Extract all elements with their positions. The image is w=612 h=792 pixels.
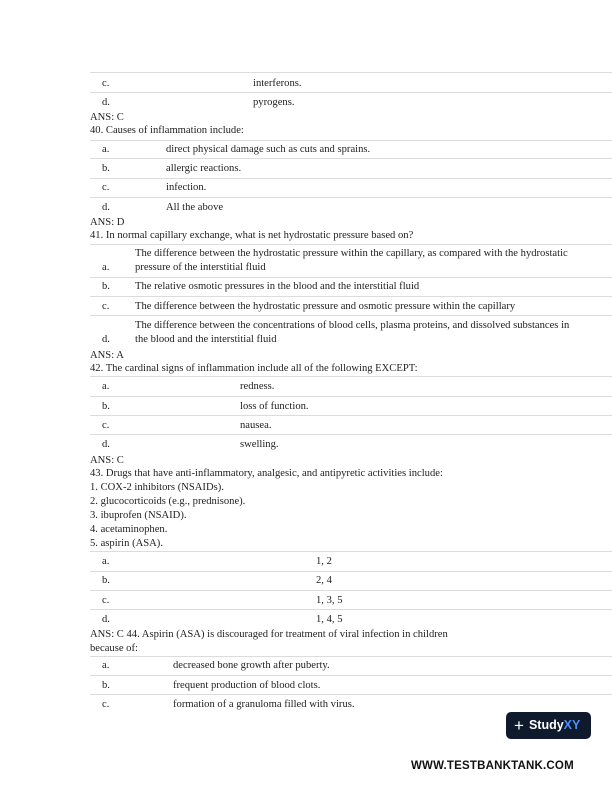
answer-line: ANS: C xyxy=(90,455,124,466)
option-letter: c. xyxy=(102,182,110,193)
option-text: The difference between the concentrations of blood cells, plasma proteins, and dissolved substances in xyxy=(135,320,570,331)
option-text: The difference between the hydrostatic pressure and osmotic pressure within the capillary xyxy=(135,301,516,312)
option-letter: b. xyxy=(102,680,110,691)
answer-line: ANS: D xyxy=(90,217,125,228)
table-rule xyxy=(90,434,612,435)
option-letter: a. xyxy=(102,381,110,392)
option-letter: d. xyxy=(102,334,110,345)
table-rule xyxy=(90,571,612,572)
table-rule xyxy=(90,694,612,695)
answer-line: ANS: C xyxy=(90,112,124,123)
plus-sparkle-icon: + xyxy=(514,716,524,735)
option-text: swelling. xyxy=(240,439,279,450)
question-stem: 42. The cardinal signs of inflammation include all of the following EXCEPT: xyxy=(90,363,418,374)
option-letter: c. xyxy=(102,420,110,431)
option-letter: a. xyxy=(102,660,110,671)
option-letter: d. xyxy=(102,202,110,213)
option-letter: a. xyxy=(102,144,110,155)
table-rule xyxy=(90,296,612,297)
table-rule xyxy=(90,675,612,676)
option-text: decreased bone growth after puberty. xyxy=(173,660,330,671)
table-rule xyxy=(90,158,612,159)
option-text: pyrogens. xyxy=(253,97,295,108)
option-text: 1, 3, 5 xyxy=(316,595,343,606)
table-rule xyxy=(90,197,612,198)
badge-prefix: Study xyxy=(528,718,564,732)
option-text: infection. xyxy=(166,182,207,193)
table-rule xyxy=(90,315,612,316)
option-text: All the above xyxy=(166,202,224,213)
table-rule xyxy=(90,590,612,591)
option-text: The relative osmotic pressures in the blood and the interstitial fluid xyxy=(135,281,420,292)
badge-suffix: XY xyxy=(563,718,581,732)
option-text: the blood and the interstitial fluid xyxy=(135,334,277,345)
option-letter: b. xyxy=(102,163,110,174)
option-text: direct physical damage such as cuts and sprains. xyxy=(166,144,371,155)
option-letter: d. xyxy=(102,97,110,108)
answer-line: ANS: A xyxy=(90,350,124,361)
option-letter: a. xyxy=(102,262,110,273)
list-item: 2. glucocorticoids (e.g., prednisone). xyxy=(90,496,246,507)
table-rule xyxy=(90,551,612,552)
table-rule xyxy=(90,244,612,245)
list-item: 3. ibuprofen (NSAID). xyxy=(90,510,187,521)
option-text: allergic reactions. xyxy=(166,163,242,174)
option-letter: b. xyxy=(102,401,110,412)
option-letter: d. xyxy=(102,614,110,625)
option-text: nausea. xyxy=(240,420,272,431)
option-text: loss of function. xyxy=(240,401,309,412)
option-letter: c. xyxy=(102,78,110,89)
option-letter: b. xyxy=(102,575,110,586)
question-stem: 40. Causes of inflammation include: xyxy=(90,125,244,136)
table-rule xyxy=(90,277,612,278)
question-stem: 41. In normal capillary exchange, what is net hydrostatic pressure based on? xyxy=(90,230,414,241)
list-item: 4. acetaminophen. xyxy=(90,524,168,535)
option-letter: b. xyxy=(102,281,110,292)
option-text: 2, 4 xyxy=(316,575,332,586)
option-letter: c. xyxy=(102,301,110,312)
table-rule xyxy=(90,396,612,397)
option-letter: d. xyxy=(102,439,110,450)
option-letter: a. xyxy=(102,556,110,567)
option-text: The difference between the hydrostatic pressure within the capillary, as compared with the hydrostatic xyxy=(135,248,568,259)
option-text: 1, 2 xyxy=(316,556,332,567)
option-text: redness. xyxy=(240,381,275,392)
studyxy-badge[interactable] xyxy=(506,712,591,739)
option-text: interferons. xyxy=(253,78,302,89)
option-text: pressure of the interstitial fluid xyxy=(135,262,266,273)
table-rule xyxy=(90,92,612,93)
question-stem: ANS: C 44. Aspirin (ASA) is discouraged for treatment of viral infection in children xyxy=(90,629,448,640)
option-letter: c. xyxy=(102,595,110,606)
option-text: formation of a granuloma filled with virus. xyxy=(173,699,355,710)
option-text: 1, 4, 5 xyxy=(316,614,343,625)
table-rule xyxy=(90,415,612,416)
footer-site-url[interactable]: WWW.TESTBANKTANK.COM xyxy=(411,760,574,772)
question-stem: 43. Drugs that have anti-inflammatory, analgesic, and antipyretic activities include: xyxy=(90,468,443,479)
table-rule xyxy=(90,656,612,657)
list-item: 5. aspirin (ASA). xyxy=(90,538,163,549)
question-stem: because of: xyxy=(90,643,138,654)
table-rule xyxy=(90,72,612,73)
option-letter: c. xyxy=(102,699,110,710)
table-rule xyxy=(90,609,612,610)
table-rule xyxy=(90,376,612,377)
list-item: 1. COX-2 inhibitors (NSAIDs). xyxy=(90,482,224,493)
option-text: frequent production of blood clots. xyxy=(173,680,321,691)
table-rule xyxy=(90,140,612,141)
table-rule xyxy=(90,178,612,179)
